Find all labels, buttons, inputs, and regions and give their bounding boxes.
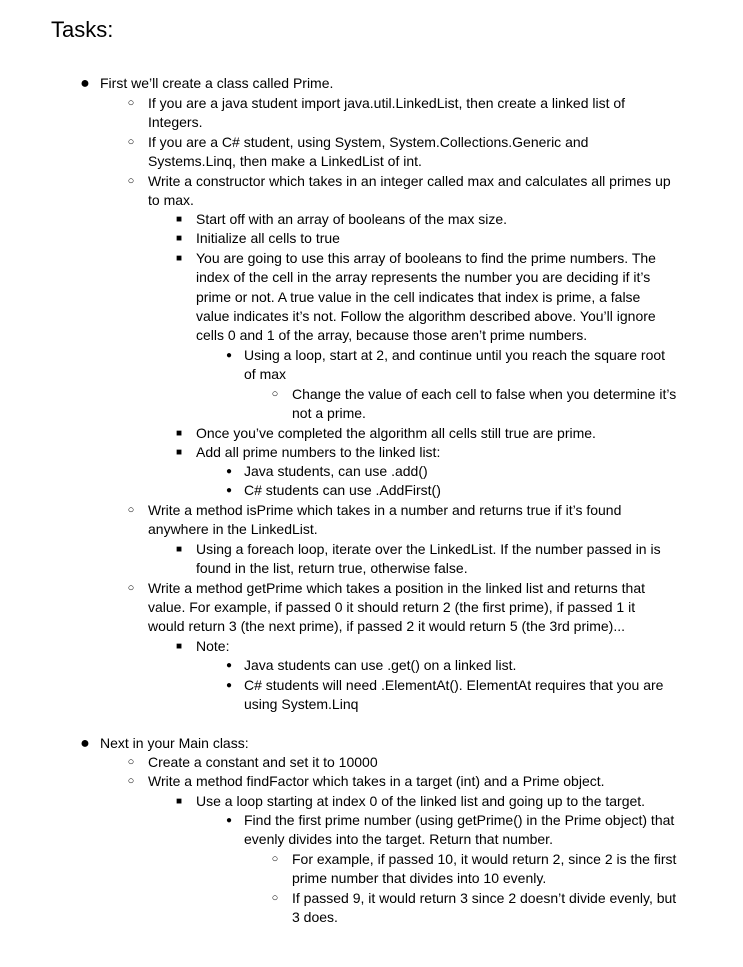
text-line: using System.Linq bbox=[244, 696, 359, 712]
bullet-square-icon: ■ bbox=[175, 253, 183, 264]
bullet-circle-icon: ○ bbox=[271, 853, 279, 865]
text-line: 3 does. bbox=[292, 909, 338, 925]
bullet-small-disc-icon: ● bbox=[225, 680, 233, 691]
text-line: Write a constructor which takes in an integer called max and calculates all primes up bbox=[148, 173, 671, 189]
text-line: Add all prime numbers to the linked list: bbox=[196, 444, 441, 460]
bullet-square-icon: ■ bbox=[175, 796, 183, 807]
text-line: You are going to use this array of booleans to find the prime numbers. The bbox=[196, 250, 656, 266]
text-line: cells 0 and 1 of the array, because those aren’t prime numbers. bbox=[196, 327, 588, 343]
text-line: Write a method getPrime which takes a position in the linked list and returns that bbox=[148, 580, 645, 596]
text-line: Start off with an array of booleans of the max size. bbox=[196, 211, 508, 227]
page-title: Tasks: bbox=[51, 17, 114, 42]
text-line: anywhere in the LinkedList. bbox=[148, 521, 318, 537]
bullet-small-disc-icon: ● bbox=[225, 660, 233, 671]
bullet-square-icon: ■ bbox=[175, 641, 183, 652]
text-line: Using a foreach loop, iterate over the LinkedList. If the number passed in is bbox=[196, 541, 661, 557]
bullet-square-icon: ■ bbox=[175, 214, 183, 225]
bullet-small-disc-icon: ● bbox=[225, 485, 233, 496]
text-line: Once you’ve completed the algorithm all cells still true are prime. bbox=[196, 425, 596, 441]
text-line: Java students, can use .add() bbox=[244, 463, 428, 479]
text-line: Create a constant and set it to 10000 bbox=[148, 754, 378, 770]
bullet-square-icon: ■ bbox=[175, 428, 183, 439]
text-line: Use a loop starting at index 0 of the linked list and going up to the target. bbox=[196, 793, 646, 809]
text-line: value. For example, if passed 0 it should return 2 (the first prime), if passed 1 it bbox=[148, 599, 636, 615]
text-line: Integers. bbox=[148, 114, 203, 130]
text-line: of max bbox=[244, 366, 287, 382]
bullet-square-icon: ■ bbox=[175, 544, 183, 555]
text-line: Write a method isPrime which takes in a number and returns true if it’s found bbox=[148, 502, 622, 518]
bullet-small-disc-icon: ● bbox=[225, 466, 233, 477]
text-line: For example, if passed 10, it would return 2, since 2 is the first bbox=[292, 851, 677, 867]
text-line: If passed 9, it would return 3 since 2 doesn’t divide evenly, but bbox=[292, 890, 677, 906]
bullet-square-icon: ■ bbox=[175, 233, 183, 244]
text-line: Using a loop, start at 2, and continue until you reach the square root bbox=[244, 347, 666, 363]
text-line: to max. bbox=[148, 192, 194, 208]
bullet-circle-icon: ○ bbox=[127, 136, 135, 148]
text-line: Write a method findFactor which takes in a target (int) and a Prime object. bbox=[148, 773, 605, 789]
text-line: Change the value of each cell to false when you determine it’s bbox=[292, 386, 677, 402]
text-line: prime or not. A true value in the cell indicates that index is prime, a false bbox=[196, 289, 641, 305]
text-line: Initialize all cells to true bbox=[196, 230, 340, 246]
text-line: C# students can use .AddFirst() bbox=[244, 482, 441, 498]
bullet-small-disc-icon: ● bbox=[225, 815, 233, 826]
text-line: Note: bbox=[196, 638, 230, 654]
text-line: would return 3 (the next prime), if passed 2 it would return 5 (the 3rd prime)... bbox=[148, 618, 625, 634]
bullet-circle-icon: ○ bbox=[127, 775, 135, 787]
text-line: If you are a C# student, using System, System.Collections.Generic and bbox=[148, 134, 589, 150]
text-line: evenly divides into the target. Return that number. bbox=[244, 831, 553, 847]
text-line: If you are a java student import java.util.LinkedList, then create a linked list of bbox=[148, 95, 626, 111]
text-line: Find the first prime number (using getPrime() in the Prime object) that bbox=[244, 812, 675, 828]
bullet-circle-icon: ○ bbox=[271, 892, 279, 904]
text-line: index of the cell in the array represents the number you are deciding if it’s bbox=[196, 269, 651, 285]
bullet-circle-icon: ○ bbox=[127, 504, 135, 516]
text-line: First we’ll create a class called Prime. bbox=[100, 75, 334, 91]
text-line: Systems.Linq, then make a LinkedList of int. bbox=[148, 153, 422, 169]
bullet-disc-icon: ● bbox=[80, 735, 90, 752]
text-line: value indicates it’s not. Follow the algorithm described above. You’ll ignore bbox=[196, 308, 656, 324]
text-line: prime number that divides into 10 evenly. bbox=[292, 870, 547, 886]
bullet-circle-icon: ○ bbox=[127, 97, 135, 109]
bullet-circle-icon: ○ bbox=[127, 175, 135, 187]
bullet-small-disc-icon: ● bbox=[225, 350, 233, 361]
text-line: not a prime. bbox=[292, 405, 366, 421]
text-line: Java students can use .get() on a linked list. bbox=[244, 657, 517, 673]
bullet-circle-icon: ○ bbox=[127, 582, 135, 594]
text-line: C# students will need .ElementAt(). ElementAt requires that you are bbox=[244, 677, 664, 693]
bullet-square-icon: ■ bbox=[175, 447, 183, 458]
bullet-circle-icon: ○ bbox=[271, 388, 279, 400]
bullet-disc-icon: ● bbox=[80, 75, 90, 92]
text-line: found in the list, return true, otherwise false. bbox=[196, 560, 468, 576]
text-line: Next in your Main class: bbox=[100, 735, 249, 751]
bullet-circle-icon: ○ bbox=[127, 756, 135, 768]
